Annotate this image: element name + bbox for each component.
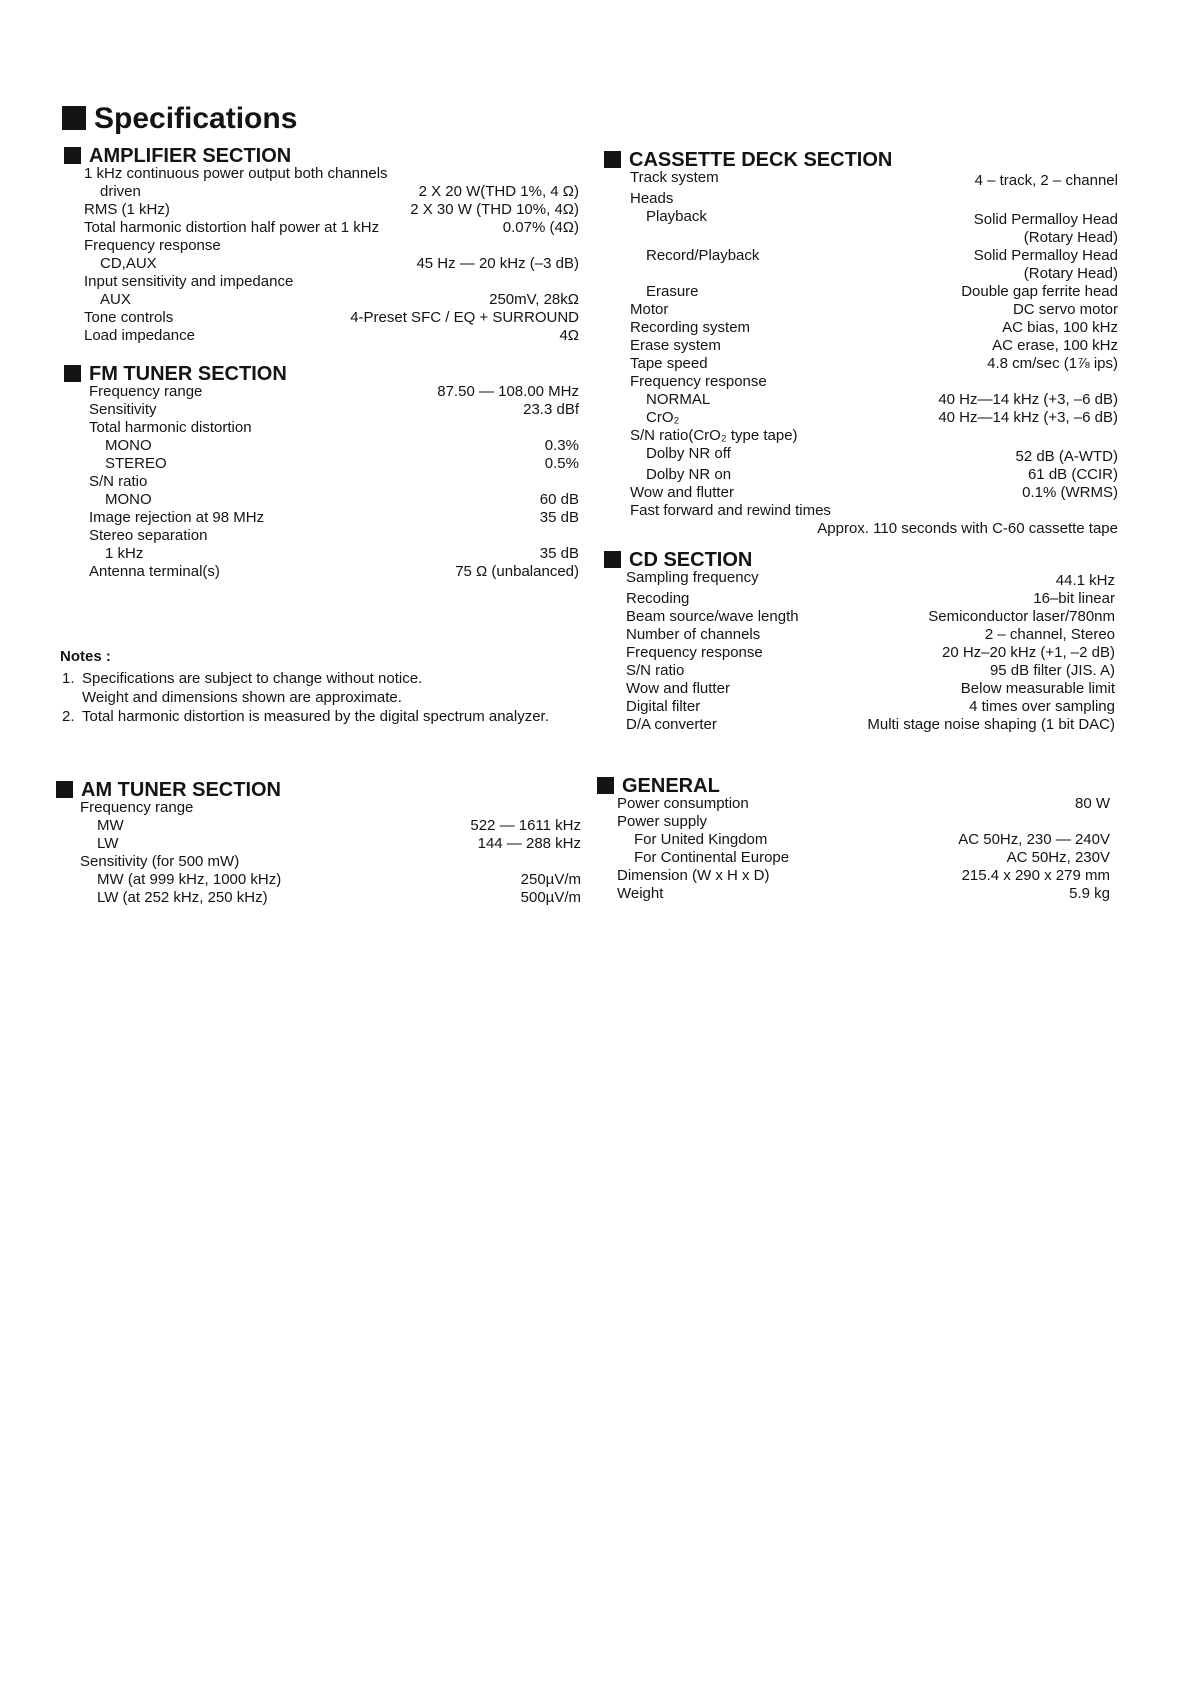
notes [60, 647, 549, 726]
spec-label: S/N ratio(CrO₂ type tape) [630, 427, 798, 444]
spec-row [597, 795, 1110, 813]
spec-value: 44.1 kHz [1055, 572, 1115, 589]
spec-value: 0.07% (4Ω) [502, 219, 579, 236]
spec-row [604, 445, 1118, 466]
spec-label: MW (at 999 kHz, 1000 kHz) [97, 871, 282, 888]
spec-row [64, 563, 579, 581]
spec-row [604, 662, 1115, 680]
spec-value: 2 X 20 W(THD 1%, 4 Ω) [418, 183, 579, 200]
spec-value: 4 times over sampling [969, 698, 1115, 715]
spec-row [56, 817, 581, 835]
bullet-square-icon [64, 365, 81, 382]
spec-value: 2 – channel, Stereo [984, 626, 1115, 643]
spec-value: Double gap ferrite head [961, 283, 1118, 300]
spec-row [597, 813, 1110, 831]
spec-label: Dolby NR off [646, 445, 731, 462]
spec-row [64, 327, 579, 345]
amplifier-section [64, 145, 579, 345]
spec-value: 52 dB (A-WTD) [1015, 448, 1118, 465]
spec-label: 1 kHz continuous power output both channels [84, 165, 388, 182]
spec-row [597, 867, 1110, 885]
spec-value: 16–bit linear [1033, 590, 1115, 607]
spec-value: 5.9 kg [1069, 885, 1110, 902]
spec-label: Wow and flutter [626, 680, 730, 697]
spec-label: For United Kingdom [634, 831, 768, 848]
spec-row [604, 169, 1118, 190]
section-title: CASSETTE DECK SECTION [604, 149, 1118, 171]
spec-label: Fast forward and rewind times [630, 502, 831, 519]
spec-label: Power consumption [617, 795, 749, 812]
spec-label: Frequency response [84, 237, 221, 254]
spec-value: Solid Permalloy Head [973, 247, 1118, 264]
spec-row [64, 255, 579, 273]
spec-value: 23.3 dBf [523, 401, 579, 418]
spec-label: Dolby NR on [646, 466, 732, 483]
spec-row [604, 716, 1115, 734]
spec-row [56, 835, 581, 853]
spec-row [56, 799, 581, 817]
spec-row [64, 383, 579, 401]
spec-value: 250µV/m [520, 871, 581, 888]
spec-row [64, 165, 579, 183]
spec-row [597, 831, 1110, 849]
spec-row [64, 509, 579, 527]
note-number: 2. [62, 708, 75, 725]
bullet-square-icon [604, 551, 621, 568]
spec-label: Weight [617, 885, 664, 902]
spec-value: AC erase, 100 kHz [992, 337, 1118, 354]
spec-label: Frequency range [80, 799, 194, 816]
spec-value: DC servo motor [1012, 301, 1118, 318]
spec-row [604, 484, 1118, 502]
spec-label: Erase system [630, 337, 721, 354]
spec-row [604, 502, 1118, 520]
spec-label: MONO [105, 491, 152, 508]
spec-value: Solid Permalloy Head [973, 211, 1118, 228]
spec-label: Heads [630, 190, 674, 207]
spec-value: 45 Hz — 20 kHz (–3 dB) [416, 255, 579, 272]
spec-row [604, 391, 1118, 409]
spec-value: 20 Hz–20 kHz (+1, –2 dB) [941, 644, 1115, 661]
spec-row [64, 291, 579, 309]
spec-value: Semiconductor laser/780nm [928, 608, 1115, 625]
spec-value: 250mV, 28kΩ [489, 291, 579, 308]
fm-tuner-section [64, 363, 579, 581]
spec-value: 60 dB [539, 491, 579, 508]
general-section [597, 775, 1110, 903]
spec-value: Approx. 110 seconds with C-60 cassette tape [817, 520, 1118, 537]
spec-value: Below measurable limit [960, 680, 1115, 697]
spec-label: Antenna terminal(s) [89, 563, 220, 580]
spec-label: Motor [630, 301, 669, 318]
spec-label: AUX [100, 291, 131, 308]
spec-value: 522 — 1611 kHz [470, 817, 581, 834]
note-text: Total harmonic distortion is measured by the digital spectrum analyzer. [82, 708, 549, 725]
spec-row [597, 885, 1110, 903]
section-title: CD SECTION [604, 549, 1115, 571]
spec-row [604, 355, 1118, 373]
spec-row [64, 527, 579, 545]
spec-label: S/N ratio [626, 662, 685, 679]
spec-label: Sensitivity [89, 401, 157, 418]
spec-label: Track system [630, 169, 719, 186]
spec-row [64, 237, 579, 255]
spec-label: MW [97, 817, 124, 834]
spec-row [64, 219, 579, 237]
bullet-square-icon [62, 106, 86, 130]
spec-label: LW [97, 835, 119, 852]
spec-label: Frequency response [630, 373, 767, 390]
spec-row [64, 401, 579, 419]
bullet-square-icon [56, 781, 73, 798]
spec-value: 4 – track, 2 – channel [974, 172, 1118, 189]
spec-value: 61 dB (CCIR) [1027, 466, 1118, 483]
spec-label: Image rejection at 98 MHz [89, 509, 265, 526]
note-line [60, 707, 549, 726]
spec-label: Number of channels [626, 626, 761, 643]
spec-row [64, 273, 579, 291]
spec-row [597, 849, 1110, 867]
spec-label: Record/Playback [646, 247, 760, 264]
spec-value: 215.4 x 290 x 279 mm [961, 867, 1110, 884]
spec-row [64, 309, 579, 327]
spec-label: Frequency range [89, 383, 203, 400]
spec-value: 0.3% [544, 437, 579, 454]
section-title: GENERAL [597, 775, 1110, 797]
bullet-square-icon [64, 147, 81, 164]
spec-label: Load impedance [84, 327, 195, 344]
spec-value: 4Ω [559, 327, 579, 344]
spec-label: Tone controls [84, 309, 174, 326]
spec-row [56, 871, 581, 889]
spec-row [604, 520, 1118, 538]
spec-label: MONO [105, 437, 152, 454]
spec-value: Multi stage noise shaping (1 bit DAC) [867, 716, 1115, 733]
spec-row [604, 301, 1118, 319]
spec-label: Total harmonic distortion half power at 1 kHz [84, 219, 380, 236]
spec-label: Dimension (W x H x D) [617, 867, 770, 884]
spec-value: 35 dB [539, 509, 579, 526]
note-line [60, 669, 549, 688]
spec-label: Sampling frequency [626, 569, 759, 586]
spec-value: AC 50Hz, 230 — 240V [958, 831, 1110, 848]
spec-row [604, 698, 1115, 716]
spec-row [64, 455, 579, 473]
spec-value: 80 W [1074, 795, 1110, 812]
spec-row [604, 283, 1118, 301]
spec-value: 35 dB [539, 545, 579, 562]
spec-value: (Rotary Head) [1023, 229, 1118, 246]
spec-value: 40 Hz—14 kHz (+3, –6 dB) [938, 391, 1118, 408]
spec-label: Frequency response [626, 644, 763, 661]
cd-section [604, 549, 1115, 734]
spec-row [64, 201, 579, 219]
spec-value: (Rotary Head) [1023, 265, 1118, 282]
spec-value: 95 dB filter (JIS. A) [989, 662, 1115, 679]
spec-label: CD,AUX [100, 255, 157, 272]
spec-value: 75 Ω (unbalanced) [455, 563, 579, 580]
spec-row [604, 680, 1115, 698]
spec-row [64, 545, 579, 563]
spec-label: Input sensitivity and impedance [84, 273, 294, 290]
spec-value: 144 — 288 kHz [477, 835, 581, 852]
spec-row [604, 409, 1118, 427]
spec-label: Wow and flutter [630, 484, 734, 501]
spec-row [604, 319, 1118, 337]
note-number: 1. [62, 670, 75, 687]
spec-row [604, 247, 1118, 265]
spec-row [604, 569, 1115, 590]
spec-row [604, 626, 1115, 644]
spec-row [56, 889, 581, 907]
spec-row [604, 337, 1118, 355]
spec-row [604, 644, 1115, 662]
spec-value: 4.8 cm/sec (1⅞ ips) [987, 355, 1118, 372]
spec-label: Tape speed [630, 355, 708, 372]
spec-row [64, 419, 579, 437]
section-title: AM TUNER SECTION [56, 779, 581, 801]
spec-value: 4-Preset SFC / EQ + SURROUND [350, 309, 579, 326]
spec-value: AC 50Hz, 230V [1006, 849, 1110, 866]
bullet-square-icon [597, 777, 614, 794]
spec-row [604, 466, 1118, 484]
spec-value: 2 X 30 W (THD 10%, 4Ω) [410, 201, 579, 218]
bullet-square-icon [604, 151, 621, 168]
section-title: AMPLIFIER SECTION [64, 145, 579, 167]
note-text: Weight and dimensions shown are approximate. [82, 689, 402, 706]
spec-value: AC bias, 100 kHz [1002, 319, 1118, 336]
spec-label: Sensitivity (for 500 mW) [80, 853, 240, 870]
spec-label: 1 kHz [105, 545, 144, 562]
spec-row [56, 853, 581, 871]
spec-row [604, 427, 1118, 445]
spec-label: Digital filter [626, 698, 701, 715]
spec-row [604, 590, 1115, 608]
spec-row [604, 608, 1115, 626]
spec-label: Recoding [626, 590, 690, 607]
spec-label: Erasure [646, 283, 699, 300]
note-text: Specifications are subject to change without notice. [82, 670, 423, 687]
spec-row [64, 491, 579, 509]
spec-label: S/N ratio [89, 473, 148, 490]
spec-label: Playback [646, 208, 707, 225]
spec-row [604, 229, 1118, 247]
cassette-deck-section [604, 149, 1118, 538]
notes-title: Notes : [60, 648, 111, 665]
spec-label: Recording system [630, 319, 751, 336]
spec-label: Beam source/wave length [626, 608, 799, 625]
spec-label: Stereo separation [89, 527, 208, 544]
spec-label: LW (at 252 kHz, 250 kHz) [97, 889, 268, 906]
spec-row [604, 208, 1118, 229]
spec-label: D/A converter [626, 716, 717, 733]
spec-row [64, 437, 579, 455]
section-title: FM TUNER SECTION [64, 363, 579, 385]
spec-value: 40 Hz—14 kHz (+3, –6 dB) [938, 409, 1118, 426]
am-tuner-section [56, 779, 581, 907]
spec-label: CrO₂ [646, 409, 680, 426]
spec-row [604, 265, 1118, 283]
spec-label: For Continental Europe [634, 849, 790, 866]
spec-value: 500µV/m [520, 889, 581, 906]
spec-row [64, 473, 579, 491]
spec-label: Total harmonic distortion [89, 419, 252, 436]
spec-value: 87.50 — 108.00 MHz [437, 383, 579, 400]
spec-row [604, 190, 1118, 208]
spec-row [604, 373, 1118, 391]
spec-label: RMS (1 kHz) [84, 201, 170, 218]
spec-row [64, 183, 579, 201]
spec-label: driven [100, 183, 141, 200]
spec-value: 0.1% (WRMS) [1022, 484, 1118, 501]
spec-label: Power supply [617, 813, 708, 830]
spec-label: NORMAL [646, 391, 711, 408]
note-line [60, 688, 549, 707]
page-title: Specifications [62, 104, 297, 134]
spec-value: 0.5% [544, 455, 579, 472]
spec-label: STEREO [105, 455, 167, 472]
